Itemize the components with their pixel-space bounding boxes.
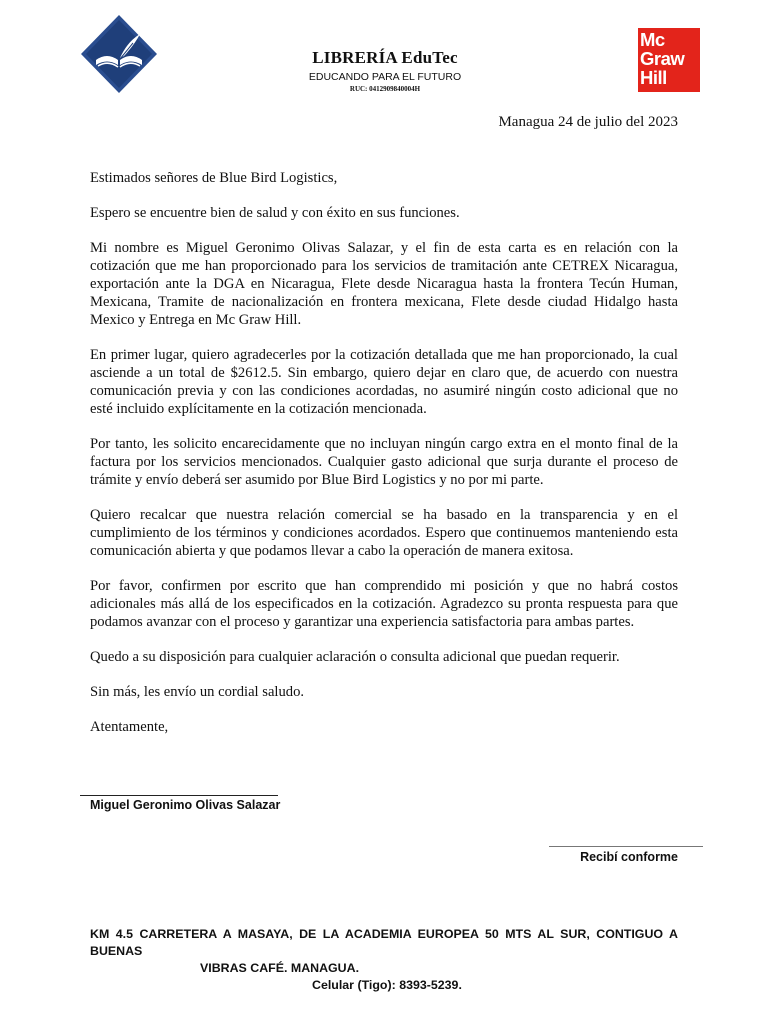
paragraph: En primer lugar, quiero agradecerles por la cotización detallada que me han proporcionado, la cual asciende a un total de $2612.5. Sin embargo, quiero dejar en claro que, de acuerdo con nuestra comunicación previa y con las condiciones acordadas, no asumiré ningún costo adicional que no esté incluido explícitamente en la cotización mencionada. <box>90 347 678 417</box>
paragraph: Quedo a su disposición para cualquier aclaración o consulta adicional que puedan requerir. <box>90 649 620 665</box>
paragraph: Por favor, confirmen por escrito que han comprendido mi posición y que no habrá costos adicionales más allá de los especificados en la cotización. Agradezco su pronta respuesta para que podamos avanzar con el proceso y garantizar una experiencia satisfactoria para ambas partes. <box>90 578 678 630</box>
signature-line <box>80 795 278 796</box>
paragraph: Quiero recalcar que nuestra relación comercial se ha basado en la transparencia y en el cumplimiento de los términos y condiciones acordados. Espero que continuemos manteniendo esta comunicación abierta y que podamos llevar a cabo la operación de manera exitosa. <box>90 507 678 559</box>
logo-line-2: Graw <box>640 48 685 69</box>
company-name: LIBRERÍA EduTec <box>312 48 458 67</box>
signature-name: Miguel Geronimo Olivas Salazar <box>90 798 281 812</box>
footer-phone: Celular (Tigo): 8393-5239. <box>312 978 462 992</box>
letterhead <box>240 48 530 93</box>
company-slogan: EDUCANDO PARA EL FUTURO <box>308 71 462 83</box>
mcgraw-hill-logo <box>638 28 700 92</box>
company-ruc: RUC: 0412909840004H <box>349 85 421 93</box>
paragraph: Espero se encuentre bien de salud y con éxito en sus funciones. <box>90 205 460 221</box>
footer-address-line-2: VIBRAS CAFÉ. MANAGUA. <box>200 961 360 975</box>
received-label: Recibí conforme <box>580 850 678 864</box>
greeting: Estimados señores de Blue Bird Logistics, <box>90 170 338 186</box>
letter-date: Managua 24 de julio del 2023 <box>498 114 678 130</box>
paragraph: Mi nombre es Miguel Geronimo Olivas Salazar, y el fin de esta carta es en relación con la cotización que me han proporcionado para los servicios de tramitación ante CETREX Nicaragua, exportación ante la DGA en Nicaragua, Flete desde Nicaragua hasta la frontera Tecún Human, Mexicana, Tramite de nacionalización en frontera mexicana, Flete desde ciudad Hidalgo hasta Mexico y Entrega en Mc Graw Hill. <box>90 240 678 328</box>
logo-line-3: Hill <box>640 67 667 88</box>
book-quill-logo-icon <box>80 14 158 94</box>
footer-address-line-1: KM 4.5 CARRETERA A MASAYA, DE LA ACADEMIA EUROPEA 50 MTS AL SUR, CONTIGUO A BUENAS <box>90 927 678 958</box>
logo-line-1: Mc <box>640 29 665 50</box>
paragraph: Por tanto, les solicito encarecidamente que no incluyan ningún cargo extra en el monto final de la factura por los servicios mencionados. Cualquier gasto adicional que surja durante el proceso de trámite y envío deberá ser asumido por Blue Bird Logistics y no por mi parte. <box>90 436 678 488</box>
received-signature-line <box>549 846 703 847</box>
letter-body <box>90 169 678 753</box>
sign-off: Atentamente, <box>90 719 169 735</box>
closing-line: Sin más, les envío un cordial saludo. <box>90 684 305 700</box>
address-footer <box>90 926 678 994</box>
